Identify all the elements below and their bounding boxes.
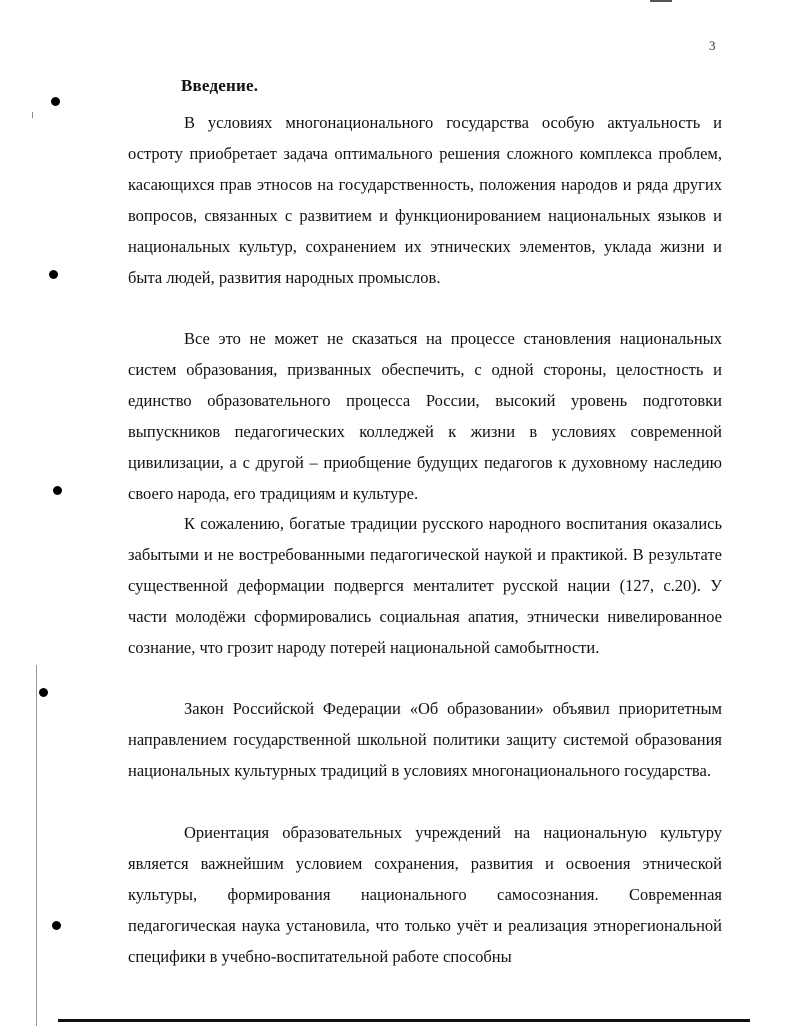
page-title: Введение.: [181, 76, 259, 95]
scan-edge-line: [36, 665, 37, 1026]
binder-hole-mark: [39, 688, 48, 697]
paragraph-2: Все это не может не сказаться на процессе становления национальных систем образования, призванных обеспечить, с одной стороны, целостность и единство образовательного процесса России, высокий уровень подготовки выпускников педагогических колледжей к жизни в условиях современной цивилизации, а с другой – приобщение будущих педагогов к духовному наследию своего народа, его традициям и культуре.: [128, 329, 722, 503]
binder-hole-mark: [53, 486, 62, 495]
binder-hole-mark: [51, 97, 60, 106]
binder-hole-mark: [49, 270, 58, 279]
paragraph-5: Ориентация образовательных учреждений на национальную культуру является важнейшим условием сохранения, развития и освоения этнической культуры, формирования национального самосознания. Современная педагогическая наука установила, что только учёт и реализация этнорегиональной специфики в учебно-воспитательной работе способны: [128, 823, 722, 966]
paragraph-4: Закон Российской Федерации «Об образовании» объявил приоритетным направлением государственной школьной политики защиту системой образования национальных культурных традиций в условиях многонационального государства.: [128, 699, 722, 780]
scan-speck: [32, 112, 33, 118]
paragraph-1: В условиях многонационального государства особую актуальность и остроту приобретает задача оптимального решения сложного комплекса проблем, касающихся прав этносов на государственность, положения народов и ряда других вопросов, связанных с развитием и функционированием национальных языков и национальных культур, сохранением их этнических элементов, уклада жизни и быта людей, развития народных промыслов.: [128, 113, 722, 287]
page-number: 3: [709, 38, 716, 53]
scan-bottom-edge: [58, 1019, 750, 1022]
binder-hole-mark: [52, 921, 61, 930]
paragraph-3: К сожалению, богатые традиции русского народного воспитания оказались забытыми и не востребованными педагогической наукой и практикой. В результате существенной деформации подвергся менталитет русской нации (127, с.20). У части молодёжи сформировались социальная апатия, этнически нивелированное сознание, что грозит народу потерей национальной самобытности.: [128, 514, 722, 657]
scan-mark: [650, 0, 672, 2]
